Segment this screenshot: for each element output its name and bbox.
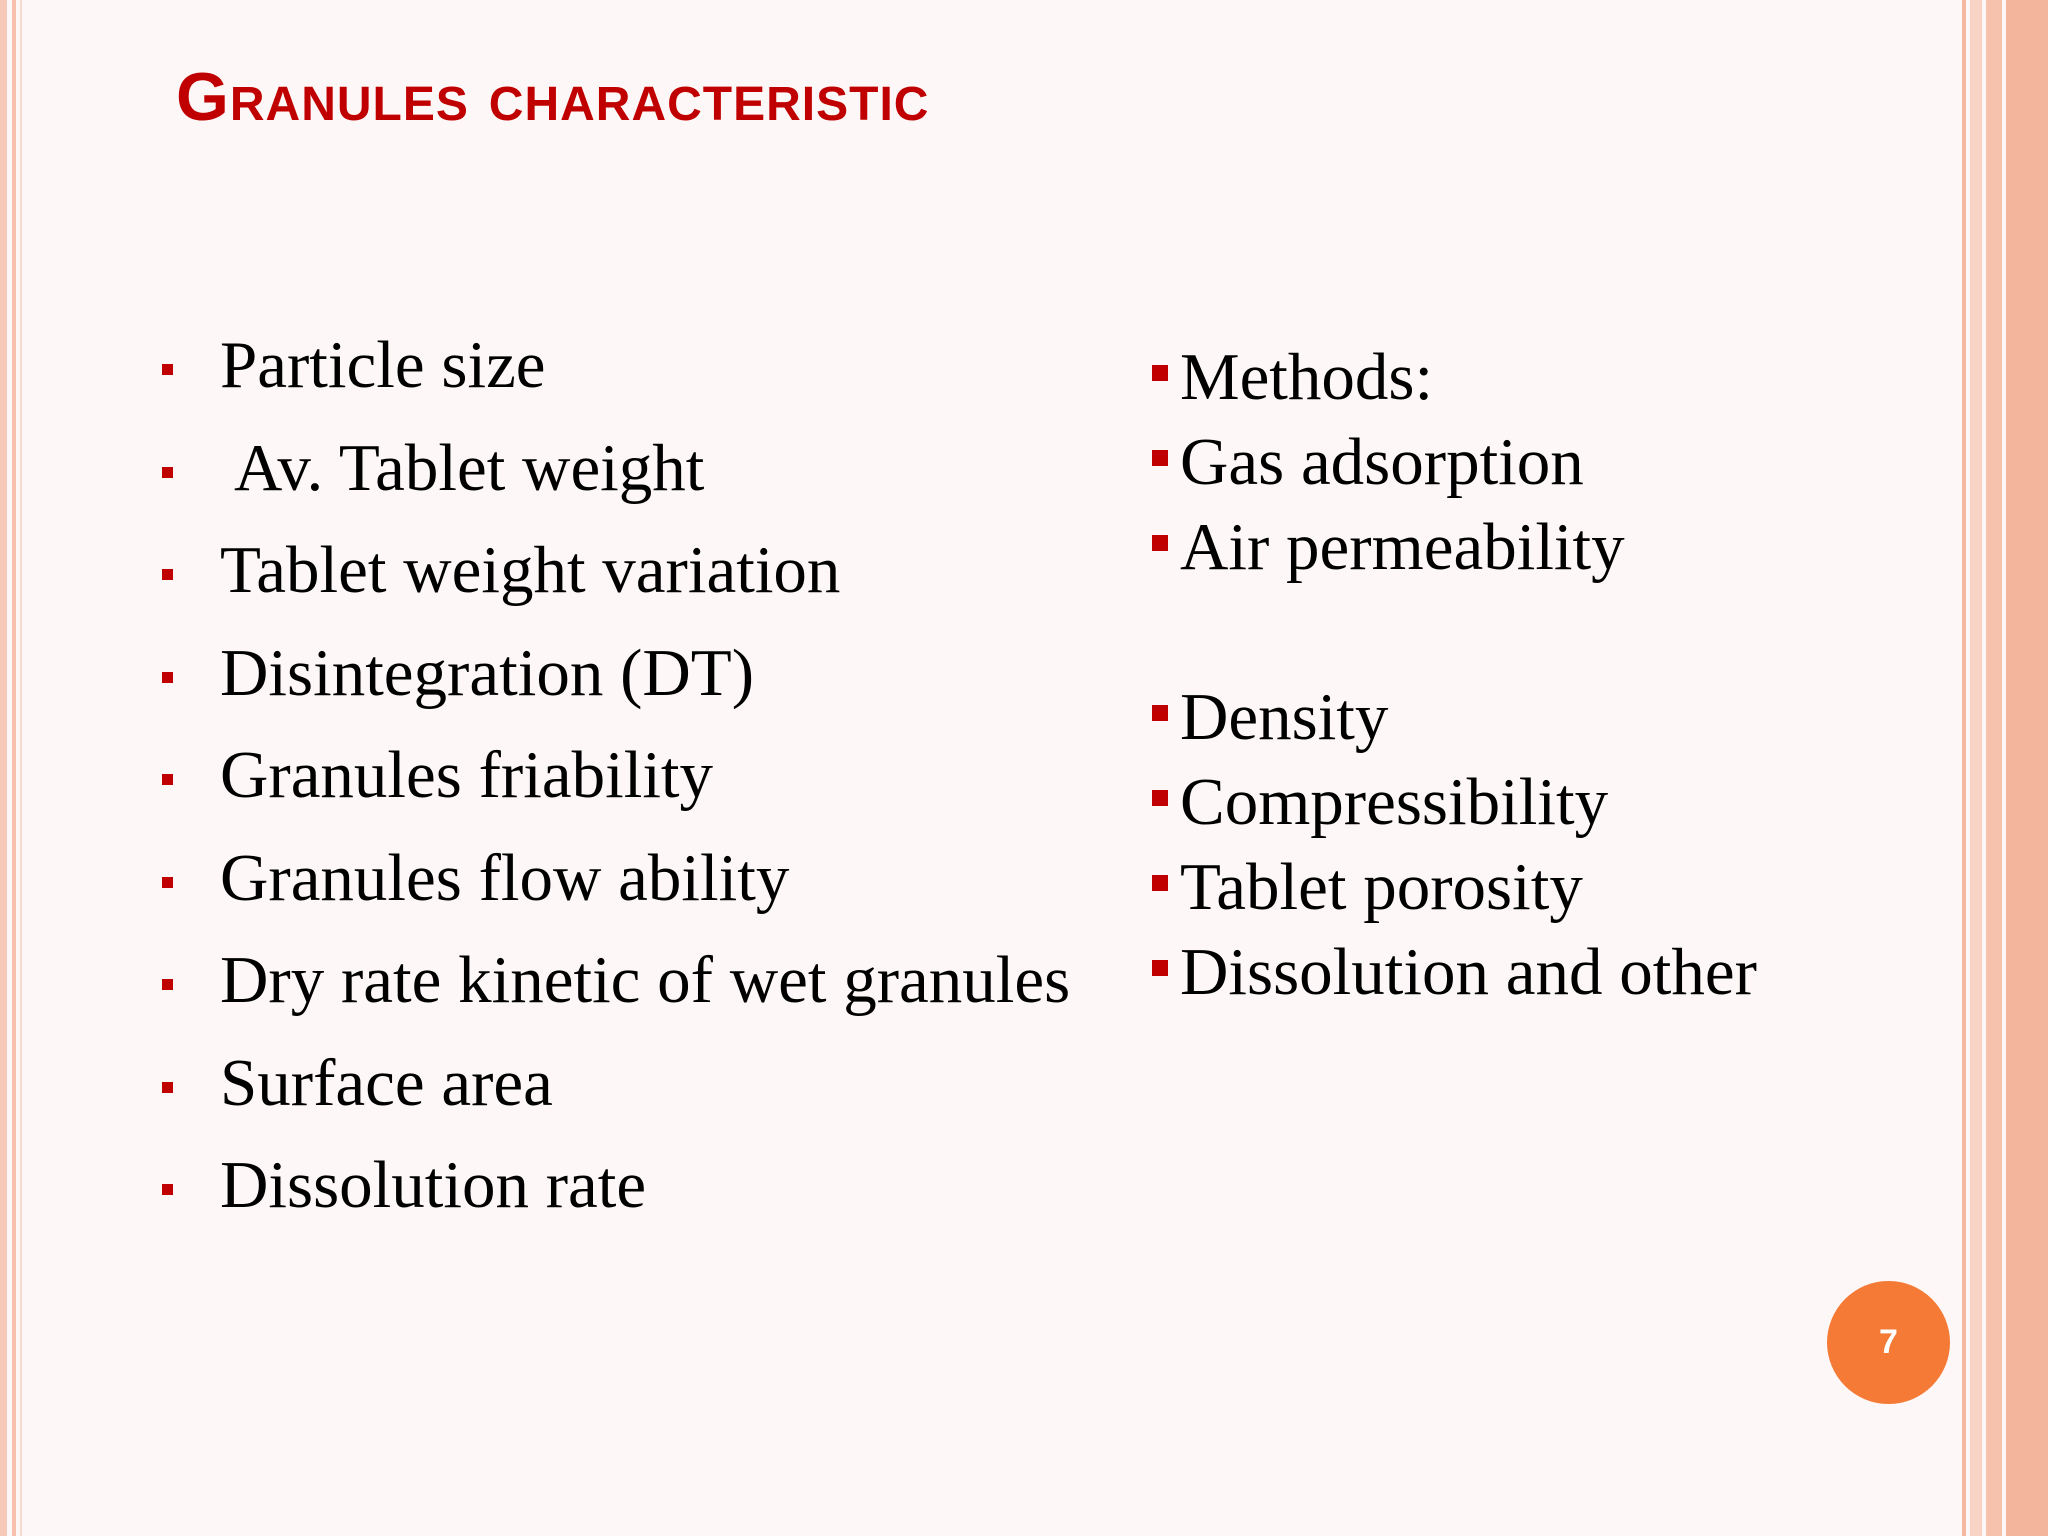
- square-bullet-icon: [1152, 365, 1168, 381]
- list-item-text: Disintegration (DT): [220, 635, 755, 710]
- square-bullet-icon: [1152, 960, 1168, 976]
- square-bullet-icon: [162, 467, 173, 478]
- square-bullet-icon: [1152, 705, 1168, 721]
- list-item-text: Dry rate kinetic of wet granules: [220, 943, 1071, 1017]
- left-border-stripe: [20, 0, 22, 1536]
- list-item-text: Dissolution and other: [1180, 935, 1757, 1009]
- list-item-text: Air permeability: [1180, 510, 1625, 584]
- list-item-text: Gas adsorption: [1180, 425, 1584, 499]
- left-border-stripe: [0, 0, 7, 1536]
- slide-title: Granules characteristic: [176, 59, 930, 135]
- list-item-text: Density: [1180, 680, 1389, 754]
- list-item-text: Methods:: [1180, 340, 1434, 414]
- square-bullet-icon: [162, 877, 173, 888]
- square-bullet-icon: [162, 979, 173, 990]
- left-border-stripe: [12, 0, 16, 1536]
- list-item-text: Dissolution rate: [220, 1148, 647, 1222]
- list-item-text: Particle size: [220, 328, 546, 402]
- right-border-stripe: [1986, 0, 2002, 1536]
- right-border-stripe: [1962, 0, 1966, 1536]
- list-item-text: Granules friability: [220, 738, 714, 812]
- square-bullet-icon: [162, 364, 173, 375]
- right-border-stripe: [2006, 0, 2048, 1536]
- square-bullet-icon: [162, 1082, 173, 1093]
- square-bullet-icon: [1152, 875, 1168, 891]
- list-item-text: Tablet weight variation: [220, 533, 841, 607]
- right-border-stripe: [1970, 0, 1982, 1536]
- square-bullet-icon: [1152, 535, 1168, 551]
- square-bullet-icon: [162, 569, 173, 580]
- square-bullet-icon: [162, 774, 173, 785]
- square-bullet-icon: [162, 1184, 173, 1195]
- square-bullet-icon: [1152, 450, 1168, 466]
- list-item-text: Surface area: [220, 1045, 553, 1120]
- list-item-text: Av. Tablet weight: [234, 430, 705, 505]
- page-number-badge: 7: [1827, 1281, 1950, 1404]
- list-item-text: Granules flow ability: [220, 840, 790, 915]
- square-bullet-icon: [162, 672, 173, 683]
- list-item-text: Compressibility: [1180, 765, 1609, 839]
- list-item-text: Tablet porosity: [1180, 850, 1583, 924]
- square-bullet-icon: [1152, 790, 1168, 806]
